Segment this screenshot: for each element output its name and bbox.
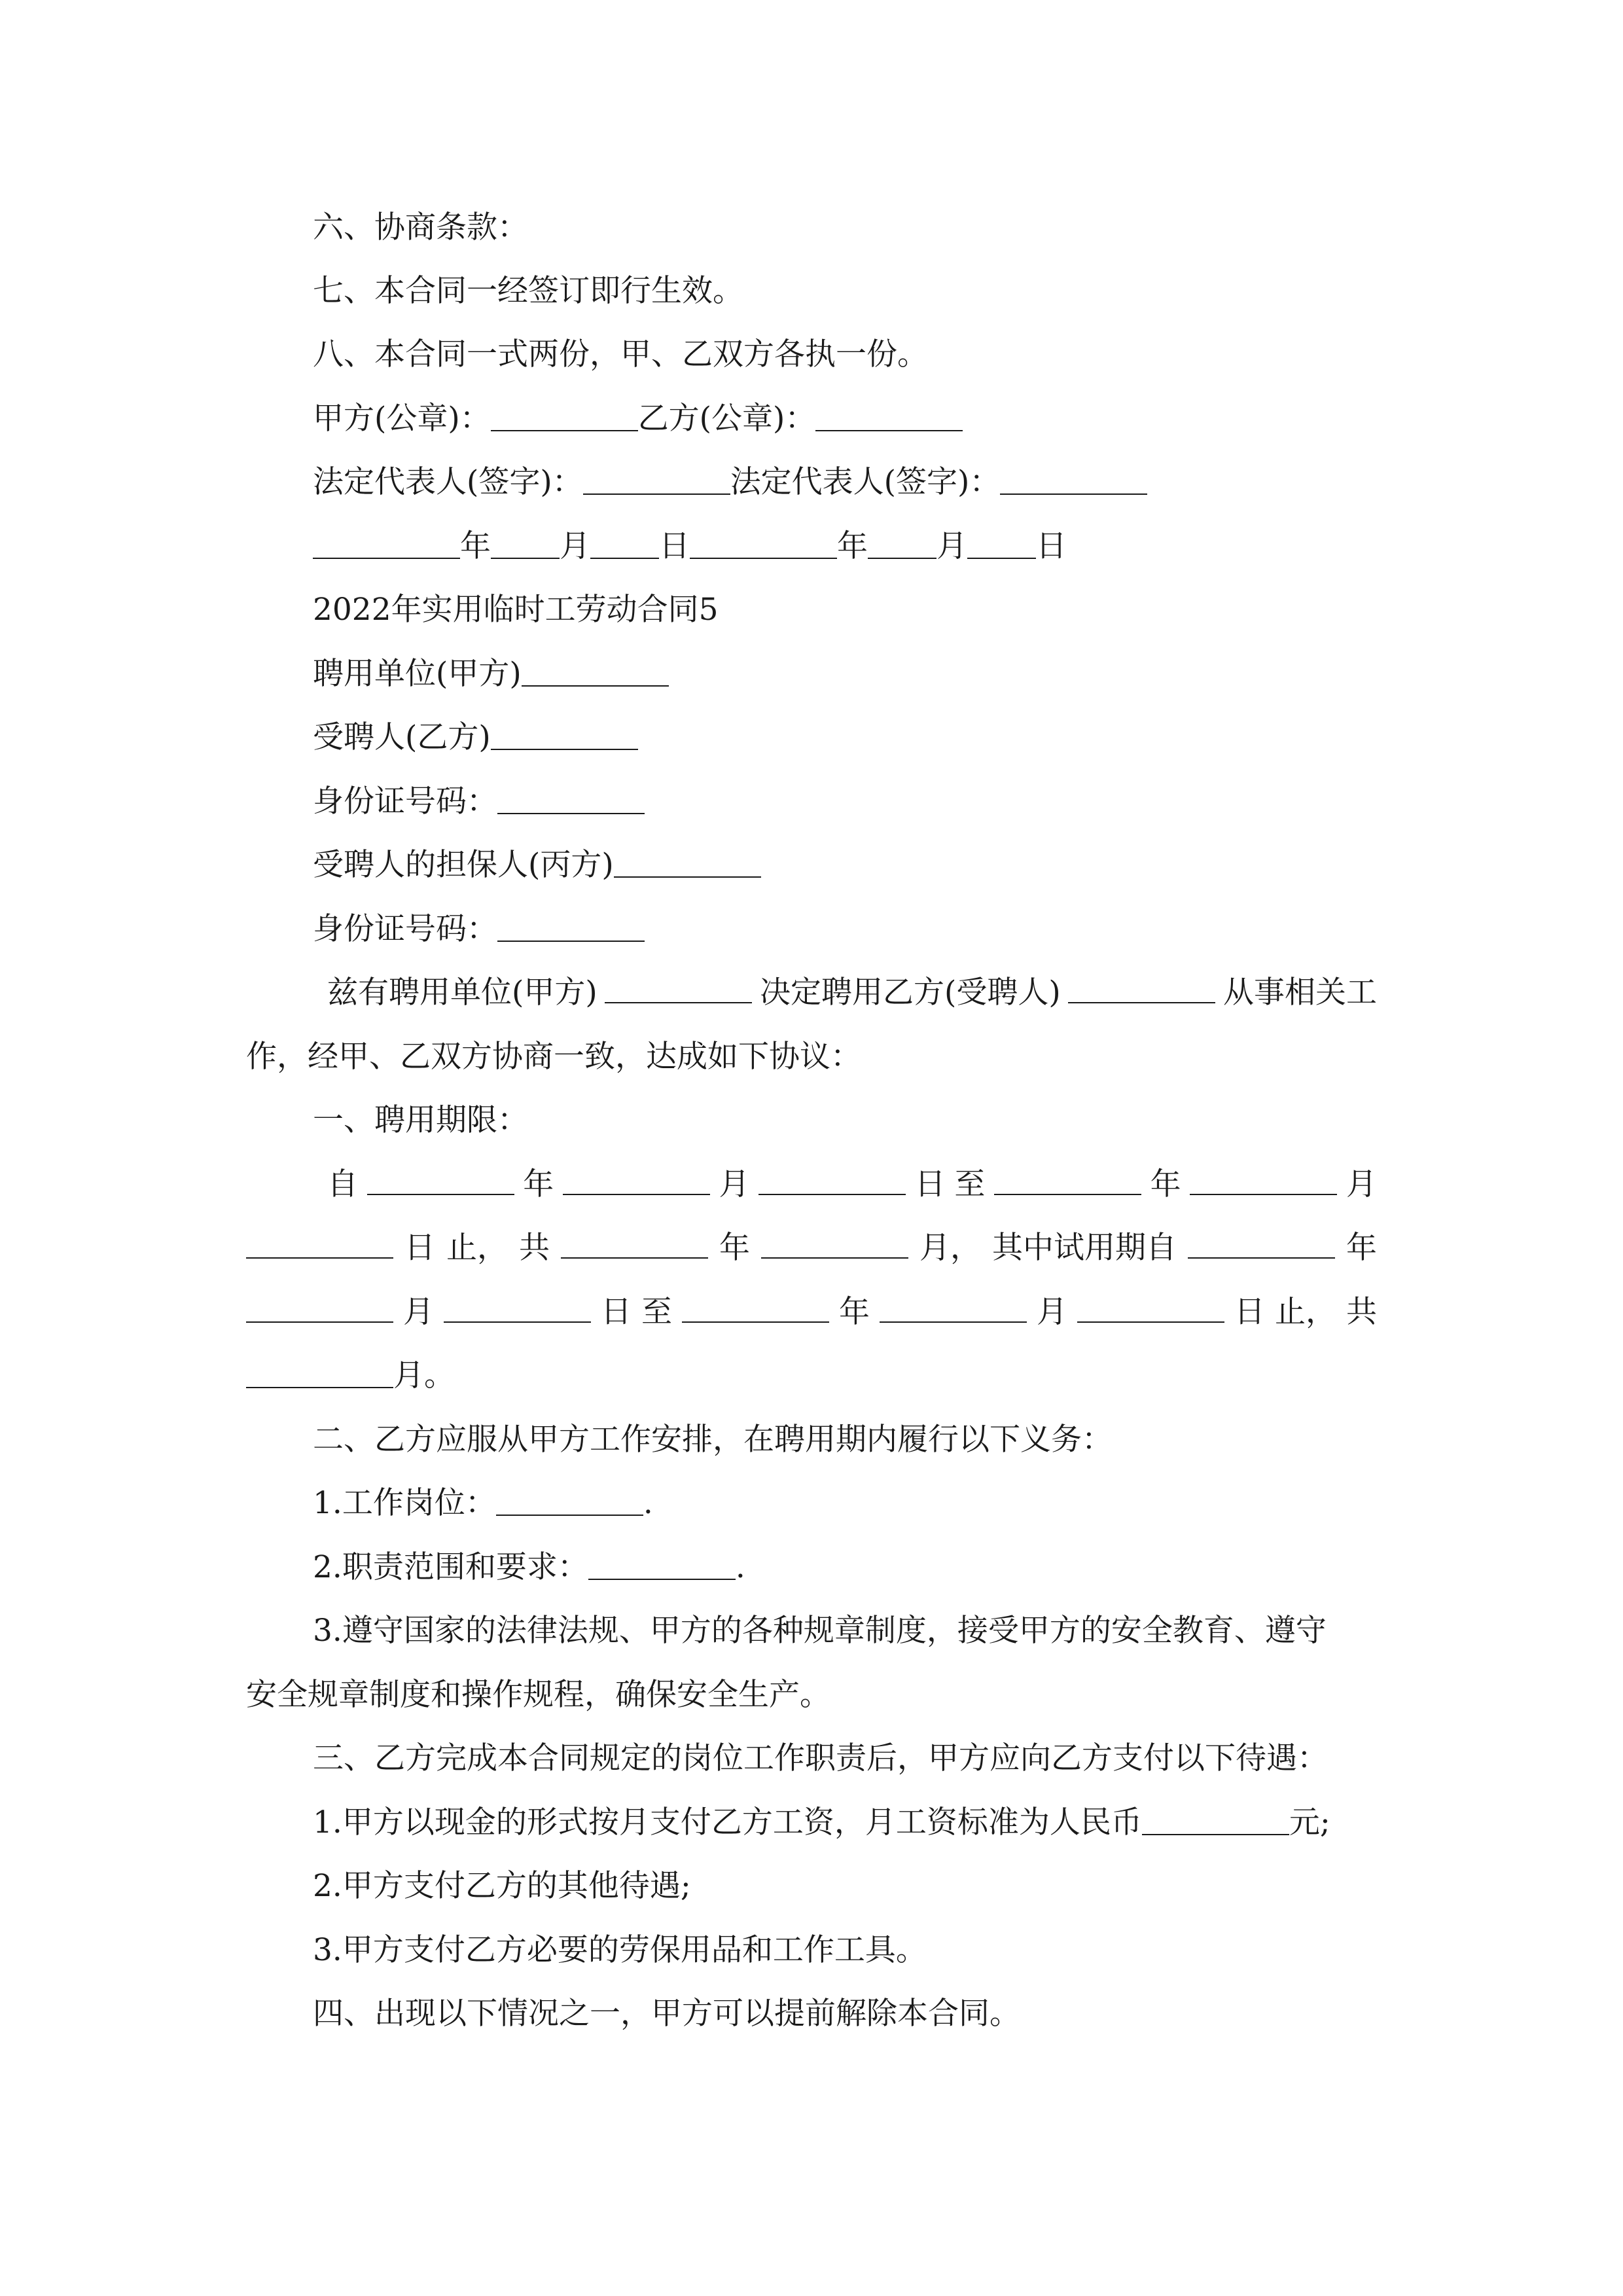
contract-title: 2022年实用临时工劳动合同5 [313, 592, 719, 628]
clause-8: 八、本合同一式两份，甲、乙双方各执一份。 [313, 336, 928, 372]
section-1-heading: 一、聘用期限： [313, 1102, 528, 1138]
term-line-1: 自 年 月 日 至 年 月 [327, 1166, 1377, 1202]
section-4-heading: 四、出现以下情况之一，甲方可以提前解除本合同。 [313, 1996, 1020, 2032]
duty-rules-line-2: 安全规章制度和操作规程，确保安全生产。 [246, 1677, 830, 1713]
guarantor-id-line: 身份证号码： [313, 910, 645, 949]
clause-6: 六、协商条款： [313, 209, 528, 245]
employee-line: 受聘人(乙方) [313, 718, 638, 757]
date-line: 年 月 日 年 月 日 [313, 527, 1067, 566]
duty-scope-line: 2.职责范围和要求： . [313, 1549, 745, 1585]
employee-id-line: 身份证号码： [313, 782, 645, 821]
clause-7: 七、本合同一经签订即行生效。 [313, 273, 743, 309]
section-2-heading: 二、乙方应服从甲方工作安排，在聘用期内履行以下义务： [313, 1422, 1113, 1458]
employer-line: 聘用单位(甲方) [313, 655, 669, 694]
signature-line: 法定代表人(签字)： 法定代表人(签字)： [313, 463, 1147, 502]
party-a-seal-blank [491, 401, 638, 431]
term-line-3: 月 日 至 年 月 日 止， 共 [246, 1293, 1377, 1332]
hire-statement-line-2: 作，经甲、乙双方协商一致，达成如下协议： [246, 1039, 861, 1075]
party-b-seal-blank [815, 401, 963, 431]
term-line-4: 月。 [246, 1356, 455, 1395]
seal-line: 甲方(公章)： 乙方(公章)： [313, 399, 963, 439]
other-benefits-line: 2.甲方支付乙方的其他待遇; [313, 1868, 691, 1904]
guarantor-line: 受聘人的担保人(丙方) [313, 846, 761, 885]
equipment-line: 3.甲方支付乙方必要的劳保用品和工作工具。 [313, 1932, 927, 1968]
hire-statement-line-1: 兹有聘用单位(甲方) 决定聘用乙方(受聘人) 从事相关工 [327, 975, 1377, 1011]
duty-rules-line-1: 3.遵守国家的法律法规、甲方的各种规章制度，接受甲方的安全教育、遵守 [313, 1613, 1327, 1649]
salary-line: 1.甲方以现金的形式按月支付乙方工资，月工资标准为人民币 元; [313, 1804, 1330, 1840]
party-a-rep-blank [583, 465, 730, 495]
duty-position-line: 1.工作岗位： . [313, 1485, 653, 1521]
party-b-rep-blank [1000, 465, 1147, 495]
section-3-heading: 三、乙方完成本合同规定的岗位工作职责后，甲方应向乙方支付以下待遇： [313, 1740, 1328, 1776]
term-line-2: 日 止， 共 年 月， 其中试用期自 年 [246, 1229, 1377, 1268]
